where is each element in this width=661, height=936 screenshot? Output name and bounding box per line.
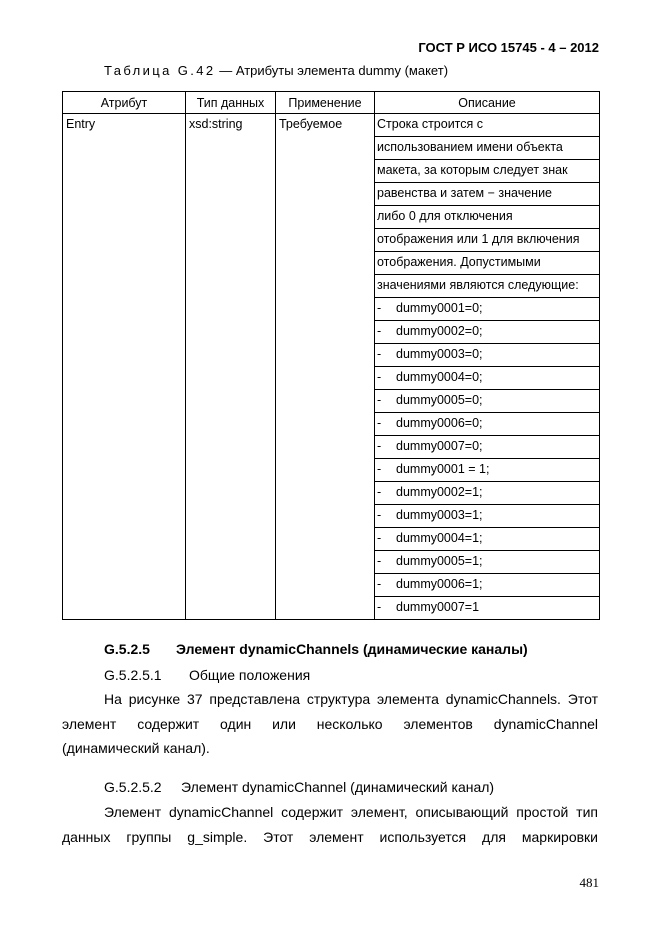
table-caption bbox=[104, 63, 448, 78]
cell-attribute bbox=[63, 114, 186, 620]
table-caption-text: — Атрибуты элемента dummy (макет) bbox=[219, 63, 449, 78]
paragraph-1-line-1: На рисунке 37 представлена структура элемента dynamicChannels. Этот bbox=[104, 691, 598, 707]
list-dash: - bbox=[377, 462, 382, 476]
value-list-item bbox=[375, 367, 599, 390]
subsection-heading-1 bbox=[104, 667, 640, 683]
attribute-value: Entry bbox=[66, 117, 96, 131]
list-dash: - bbox=[377, 324, 382, 338]
cell-description bbox=[375, 114, 600, 620]
data-type-value: xsd:string bbox=[189, 117, 243, 131]
list-value: dummy0006=0; bbox=[396, 416, 483, 430]
header-data-type: Тип данных bbox=[186, 92, 276, 114]
list-value: dummy0002=0; bbox=[396, 324, 483, 338]
value-list-item bbox=[375, 505, 599, 528]
description-line: Строка строится с bbox=[375, 114, 599, 137]
table-row bbox=[63, 114, 600, 620]
section-heading bbox=[104, 641, 640, 657]
list-dash: - bbox=[377, 393, 382, 407]
table-header-row bbox=[63, 92, 600, 114]
description-line: либо 0 для отключения bbox=[375, 206, 599, 229]
description-line: использованием имени объекта bbox=[375, 137, 599, 160]
subsection-title: Элемент dynamicChannel (динамический канал) bbox=[181, 779, 495, 795]
list-value: dummy0001 = 1; bbox=[396, 462, 490, 476]
list-dash: - bbox=[377, 416, 382, 430]
value-list-item bbox=[375, 528, 599, 551]
value-list-item bbox=[375, 298, 599, 321]
list-dash: - bbox=[377, 370, 382, 384]
list-value: dummy0003=1; bbox=[396, 508, 483, 522]
cell-data-type bbox=[186, 114, 276, 620]
list-value: dummy0003=0; bbox=[396, 347, 483, 361]
usage-value: Требуемое bbox=[279, 117, 343, 131]
list-dash: - bbox=[377, 439, 382, 453]
list-value: dummy0004=0; bbox=[396, 370, 483, 384]
list-value: dummy0002=1; bbox=[396, 485, 483, 499]
list-dash: - bbox=[377, 485, 382, 499]
subsection-number: G.5.2.5.2 bbox=[104, 779, 162, 795]
description-line: равенства и затем − значение bbox=[375, 183, 599, 206]
attributes-table bbox=[62, 91, 600, 620]
list-dash: - bbox=[377, 347, 382, 361]
list-dash: - bbox=[377, 577, 382, 591]
description-line: макета, за которым следует знак bbox=[375, 160, 599, 183]
section-number: G.5.2.5 bbox=[104, 641, 150, 657]
value-list-item bbox=[375, 597, 599, 619]
paragraph-1-line-2: элемент содержит один или несколько элементов dynamicChannel bbox=[62, 716, 598, 732]
value-list-item bbox=[375, 413, 599, 436]
header-usage: Применение bbox=[276, 92, 375, 114]
list-value: dummy0007=0; bbox=[396, 439, 483, 453]
header-description: Описание bbox=[375, 92, 600, 114]
list-dash: - bbox=[377, 554, 382, 568]
subsection-heading-2 bbox=[104, 779, 640, 795]
paragraph-2-line-1: Элемент dynamicChannel содержит элемент, описывающий простой тип bbox=[104, 804, 598, 820]
value-list-item bbox=[375, 551, 599, 574]
paragraph-1-line-3: (динамический канал). bbox=[62, 740, 210, 756]
value-list-item bbox=[375, 344, 599, 367]
description-line: отображения. Допустимыми bbox=[375, 252, 599, 275]
list-value: dummy0007=1 bbox=[396, 600, 480, 614]
table-caption-label: Таблица G.42 bbox=[104, 63, 216, 78]
list-dash: - bbox=[377, 508, 382, 522]
subsection-title: Общие положения bbox=[189, 667, 311, 683]
list-value: dummy0001=0; bbox=[396, 301, 483, 315]
section-title: Элемент dynamicChannels (динамические каналы) bbox=[176, 641, 528, 657]
list-dash: - bbox=[377, 531, 382, 545]
value-list-item bbox=[375, 436, 599, 459]
value-list-item bbox=[375, 390, 599, 413]
list-dash: - bbox=[377, 600, 382, 614]
list-value: dummy0005=0; bbox=[396, 393, 483, 407]
subsection-number: G.5.2.5.1 bbox=[104, 667, 162, 683]
list-value: dummy0005=1; bbox=[396, 554, 483, 568]
standard-header: ГОСТ Р ИСО 15745 - 4 – 2012 bbox=[418, 40, 599, 55]
list-dash: - bbox=[377, 301, 382, 315]
values-list bbox=[375, 298, 599, 619]
description-line: отображения или 1 для включения bbox=[375, 229, 599, 252]
value-list-item bbox=[375, 321, 599, 344]
value-list-item bbox=[375, 482, 599, 505]
list-value: dummy0006=1; bbox=[396, 577, 483, 591]
value-list-item bbox=[375, 574, 599, 597]
description-line: значениями являются следующие: bbox=[375, 275, 599, 298]
paragraph-2-line-2: данных группы g_simple. Этот элемент используется для маркировки bbox=[62, 829, 598, 845]
page-number: 481 bbox=[579, 875, 599, 890]
value-list-item bbox=[375, 459, 599, 482]
cell-usage bbox=[276, 114, 375, 620]
list-value: dummy0004=1; bbox=[396, 531, 483, 545]
header-attribute: Атрибут bbox=[63, 92, 186, 114]
